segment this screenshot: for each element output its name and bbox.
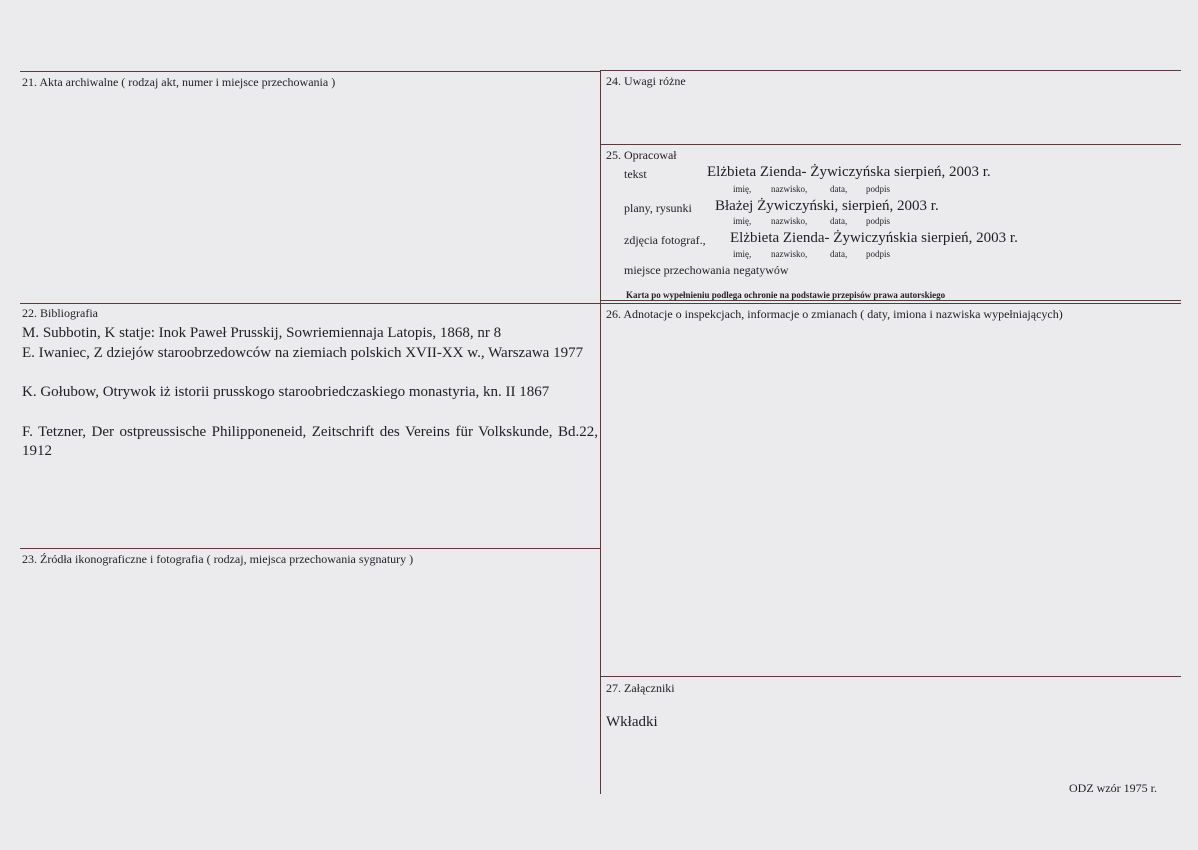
photos-label: zdjęcia fotograf., bbox=[624, 233, 706, 247]
section-22-heading: 22. Bibliografia bbox=[22, 306, 98, 320]
bibliography-entry-4: F. Tetzner, Der ostpreussische Philipponeneid, Zeitschrift des Vereins für Volkskunde, Bd.22, 1912 bbox=[22, 424, 598, 459]
section-24-heading: 24. Uwagi różne bbox=[606, 74, 686, 88]
section-25-heading: 25. Opracował bbox=[606, 148, 677, 162]
negatives-label: miejsce przechowania negatywów bbox=[624, 263, 789, 277]
text-author-value: Elżbieta Zienda- Żywiczyńska sierpień, 2003 r. bbox=[707, 164, 991, 180]
bibliography-entry-3: K. Gołubow, Otrywok iż istorii prusskogo staroobriedczaskiego monastyria, kn. II 1867 bbox=[22, 384, 550, 400]
section-21-heading: 21. Akta archiwalne ( rodzaj akt, numer i miejsce przechowania ) bbox=[22, 75, 336, 89]
section-23-heading: 23. Źródła ikonograficzne i fotografia ( rodzaj, miejsca przechowania sygnatury ) bbox=[22, 552, 414, 566]
plans-author-value: Błażej Żywiczyński, sierpień, 2003 r. bbox=[715, 198, 939, 214]
bibliography-entry-1: M. Subbotin, K statje: Inok Paweł Prusskij, Sowriemiennaja Latopis, 1868, nr 8 bbox=[22, 325, 502, 341]
top-rule-right bbox=[601, 70, 1181, 71]
attachments-content: Wkładki bbox=[606, 714, 658, 730]
photos-author-value: Elżbieta Zienda- Żywiczyńskia sierpień, 2003 r. bbox=[730, 230, 1018, 246]
text-label: tekst bbox=[624, 167, 647, 181]
section-27-heading: 27. Załączniki bbox=[606, 681, 675, 695]
form-code: ODZ wzór 1975 r. bbox=[1069, 781, 1157, 795]
rule-24-25 bbox=[601, 144, 1181, 145]
archive-card-page: 21. Akta archiwalne ( rodzaj akt, numer i miejsce przechowania ) 22. Bibliografia M. Subbotin, K statje: Inok Paweł Prusskij, Sowriemiennaja Latopis, 1868, nr 8 E. Iwaniec, Z dziejów staroobrzedowców na ziemiach polskich XVII-XX w., Warszawa 1977 K. Gołubow, Otrywok iż istorii prusskogo staroobriedczaskiego monastyria, kn. II 1867 F. Tetzner, Der ostpreussische Philipponeneid, Zeitschrift des Vereins für Volkskunde, Bd.22, 1912 23. Źródła ikonograficzne i fotografia ( rodzaj, miejsca przechowania sygnatury ) 24. Uwagi różne 25. Opracował tekst Elżbieta Zienda- Żywiczyńska sierpień, 2003 r. imię, nazwisko, data, podpis plany, rysunki Błażej Żywiczyński, sierpień, 2003 r. imię, nazwisko, data, podpis zdjęcia fotograf., Elżbieta Zienda- Żywiczyńskia sierpień, 2003 r. imię, nazwisko, data, podpis miejsce przechowania negatywów Karta po wypełnieniu podlega ochronie na podstawie przepisów prawa autorskiego 26. Adnotacje o inspekcjach, informacje o zmianach ( daty, imiona i nazwiska wypełniających) 27. Załączniki Wkładki ODZ wzór 1975 r. bbox=[0, 0, 1198, 850]
plans-label: plany, rysunki bbox=[624, 201, 692, 215]
rule-21-22-second bbox=[601, 300, 1181, 301]
bibliography-entry-2: E. Iwaniec, Z dziejów staroobrzedowców na ziemiach polskich XVII-XX w., Warszawa 1977 bbox=[22, 345, 584, 361]
section-26-heading: 26. Adnotacje o inspekcjach, informacje o zmianach ( daty, imiona i nazwiska wypełniających) bbox=[606, 307, 1063, 321]
center-divider bbox=[600, 70, 601, 794]
rule-26-27 bbox=[601, 676, 1181, 677]
top-rule-left bbox=[20, 71, 600, 72]
rule-21-22 bbox=[20, 303, 1181, 304]
rule-22-23 bbox=[20, 548, 600, 549]
copyright-note: Karta po wypełnieniu podlega ochronie na podstawie przepisów prawa autorskiego bbox=[626, 290, 946, 300]
